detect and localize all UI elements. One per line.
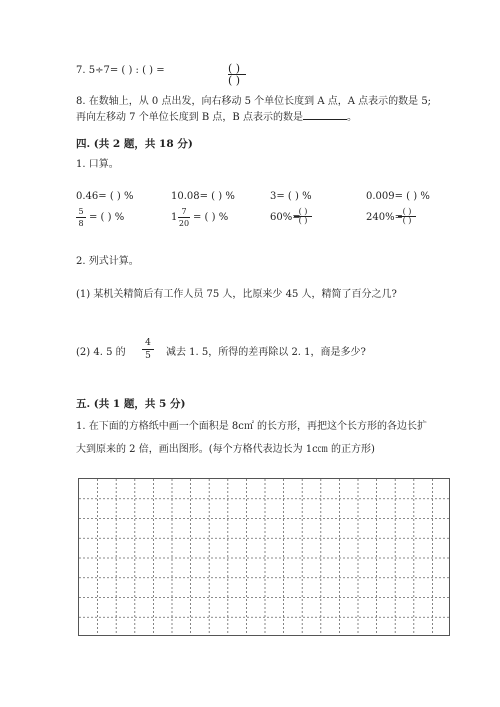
fraction-numerator: 5	[78, 207, 84, 216]
q8-line2	[76, 109, 357, 125]
calc-1-7-20-fraction	[178, 207, 190, 228]
fraction-denominator-blank: ( )	[402, 216, 412, 225]
calc-1-7-20-rest: = ( ) %	[193, 212, 229, 223]
section5-q1-line1: 1. 在下面的方格纸中画一个面积是 8c㎡ 的长方形，再把这个长方形的各边长扩	[76, 421, 428, 432]
fraction-numerator-blank: ( )	[298, 207, 308, 216]
section4-q2-1: (1) 某机关精简后有工作人员 75 人，比原来少 45 人，精简了百分之几?	[76, 289, 397, 300]
q8-line1: 8. 在数轴上，从 0 点出发，向右移动 5 个单位长度到 A 点，A 点表示的数是 5;	[76, 96, 432, 107]
q7-frac-bottom: ( )	[228, 74, 241, 87]
q7-frac-top: ( )	[228, 62, 241, 75]
calc-1-7-20-whole: 1	[171, 212, 178, 223]
fraction-numerator: 7	[181, 207, 187, 216]
section4-heading: 四. (共 2 题，共 18 分)	[76, 138, 193, 150]
section4-q2-title: 2. 列式计算。	[76, 256, 139, 267]
calc-60-fraction	[292, 208, 314, 226]
section5-q1-line2: 大到原来的 2 倍，画出图形。(每个方格代表边长为 1c㎝ 的正方形)	[76, 444, 375, 455]
calc-10-08: 10.08= ( ) %	[171, 191, 235, 202]
fraction-denominator: 20	[178, 219, 190, 228]
q2-2-fraction	[142, 338, 154, 361]
calc-240-lead: 240%=	[366, 212, 403, 223]
fraction-numerator-blank: ( )	[402, 207, 412, 216]
section4-q2-2-suffix: 减去 1. 5，所得的差再除以 2. 1，商是多少?	[166, 347, 366, 358]
q7-text: 7. 5÷7= ( ) : ( ) =	[76, 65, 165, 76]
calc-60-lead: 60%=	[270, 212, 301, 223]
calc-240-fraction	[396, 208, 418, 226]
calc-5-8-rest: = ( ) %	[89, 212, 125, 223]
fraction-numerator: 4	[145, 338, 151, 348]
fraction-denominator: 8	[78, 219, 84, 228]
calc-0-46: 0.46= ( ) %	[76, 191, 134, 202]
q7-fraction	[226, 62, 248, 86]
calc-5-8-fraction	[76, 207, 86, 228]
q8-line2-text: 再向左移动 7 个单位长度到 B 点，B 点表示的数是	[76, 112, 303, 123]
calc-3: 3= ( ) %	[270, 191, 312, 202]
grid-paper[interactable]	[78, 478, 450, 636]
section5-heading: 五. (共 1 题，共 5 分)	[76, 398, 186, 410]
fraction-denominator: 5	[145, 351, 151, 361]
section4-q2-2-prefix: (2) 4. 5 的	[76, 347, 126, 358]
q8-answer-blank[interactable]	[303, 109, 347, 120]
calc-0-009: 0.009= ( ) %	[366, 191, 430, 202]
q8-line2-end: 。	[346, 112, 357, 123]
fraction-denominator-blank: ( )	[298, 216, 308, 225]
section4-q1-title: 1. 口算。	[76, 159, 119, 170]
grid-lines	[79, 479, 450, 636]
